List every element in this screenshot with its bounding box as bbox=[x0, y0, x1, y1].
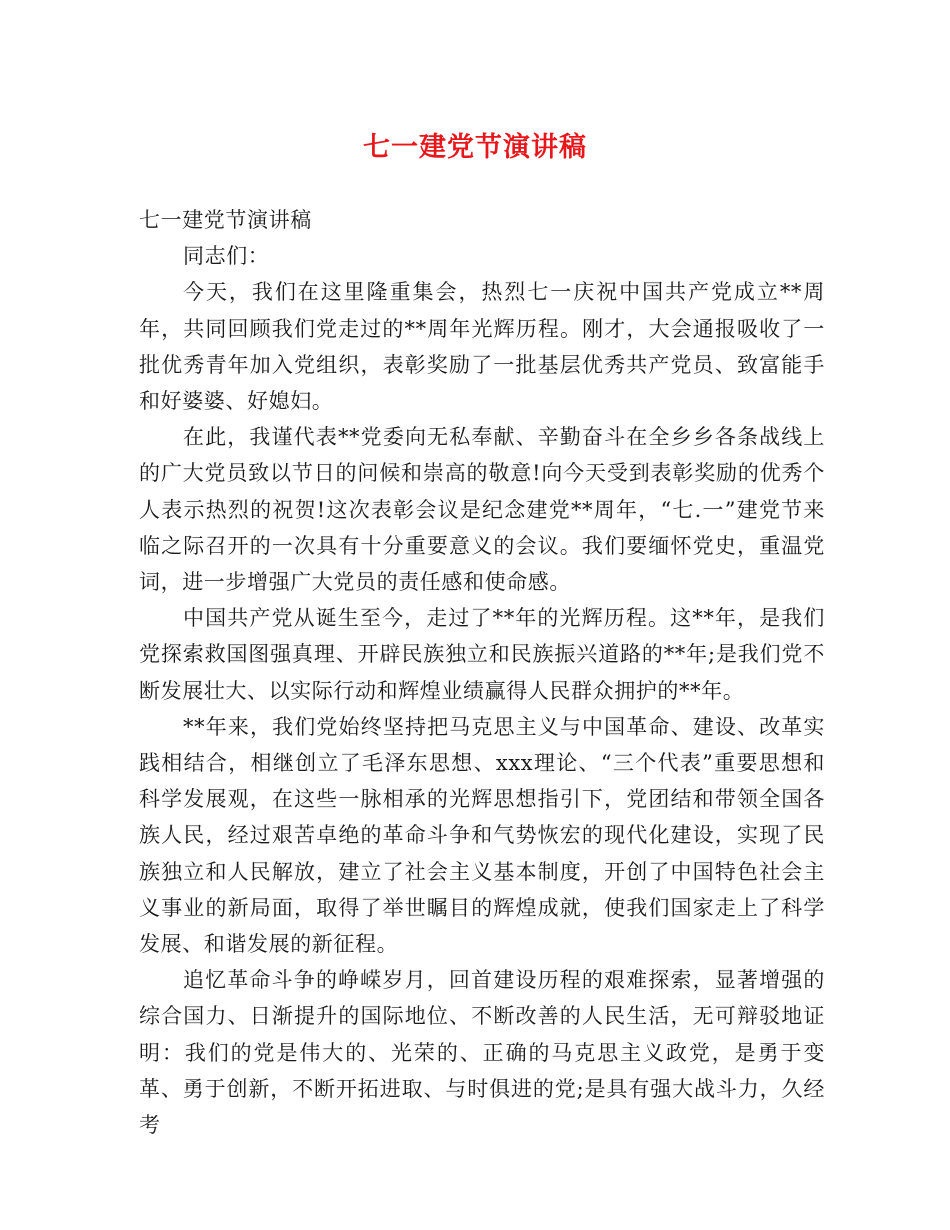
document-title: 七一建党节演讲稿 bbox=[363, 132, 587, 163]
paragraph: 追忆革命斗争的峥嵘岁月，回首建设历程的艰难探索，显著增强的综合国力、日渐提升的国际地位、不断改善的人民生活，无可辩驳地证明：我们的党是伟大的、光荣的、正确的马克思主义政党，是勇于变革、勇于创新，不断开拓进取、与时俱进的党;是具有强大战斗力，久经考 bbox=[139, 968, 825, 1138]
paragraph: 今天，我们在这里隆重集会，热烈七一庆祝中国共产党成立**周年，共同回顾我们党走过的**周年光辉历程。刚才，大会通报吸收了一批优秀青年加入党组织，表彰奖励了一批基层优秀共产党员、致富能手和好婆婆、好媳妇。 bbox=[139, 280, 825, 414]
salutation: 同志们： bbox=[183, 244, 270, 269]
paragraph: **年来，我们党始终坚持把马克思主义与中国革命、建设、改革实践相结合，相继创立了毛泽东思想、xxx理论、“三个代表”重要思想和科学发展观，在这些一脉相承的光辉思想指引下，党团结和带领全国各族人民，经过艰苦卓绝的革命斗争和气势恢宏的现代化建设，实现了民族独立和人民解放，建立了社会主义基本制度，开创了中国特色社会主义事业的新局面，取得了举世瞩目的辉煌成就，使我们国家走上了科学发展、和谐发展的新征程。 bbox=[139, 714, 825, 957]
document-subtitle: 七一建党节演讲稿 bbox=[139, 208, 312, 232]
paragraph: 在此，我谨代表**党委向无私奉献、辛勤奋斗在全乡乡各条战线上的广大党员致以节日的问候和崇高的敬意!向今天受到表彰奖励的优秀个人表示热烈的祝贺!这次表彰会议是纪念建党**周年，“七.一”建党节来临之际召开的一次具有十分重要意义的会议。我们要缅怀党史，重温党词，进一步增强广大党员的责任感和使命感。 bbox=[139, 425, 825, 595]
document-body bbox=[139, 202, 825, 1143]
paragraph: 中国共产党从诞生至今，走过了**年的光辉历程。这**年，是我们党探索救国图强真理、开辟民族独立和民族振兴道路的**年;是我们党不断发展壮大、以实际行动和辉煌业绩赢得人民群众拥护的**年。 bbox=[139, 606, 825, 703]
